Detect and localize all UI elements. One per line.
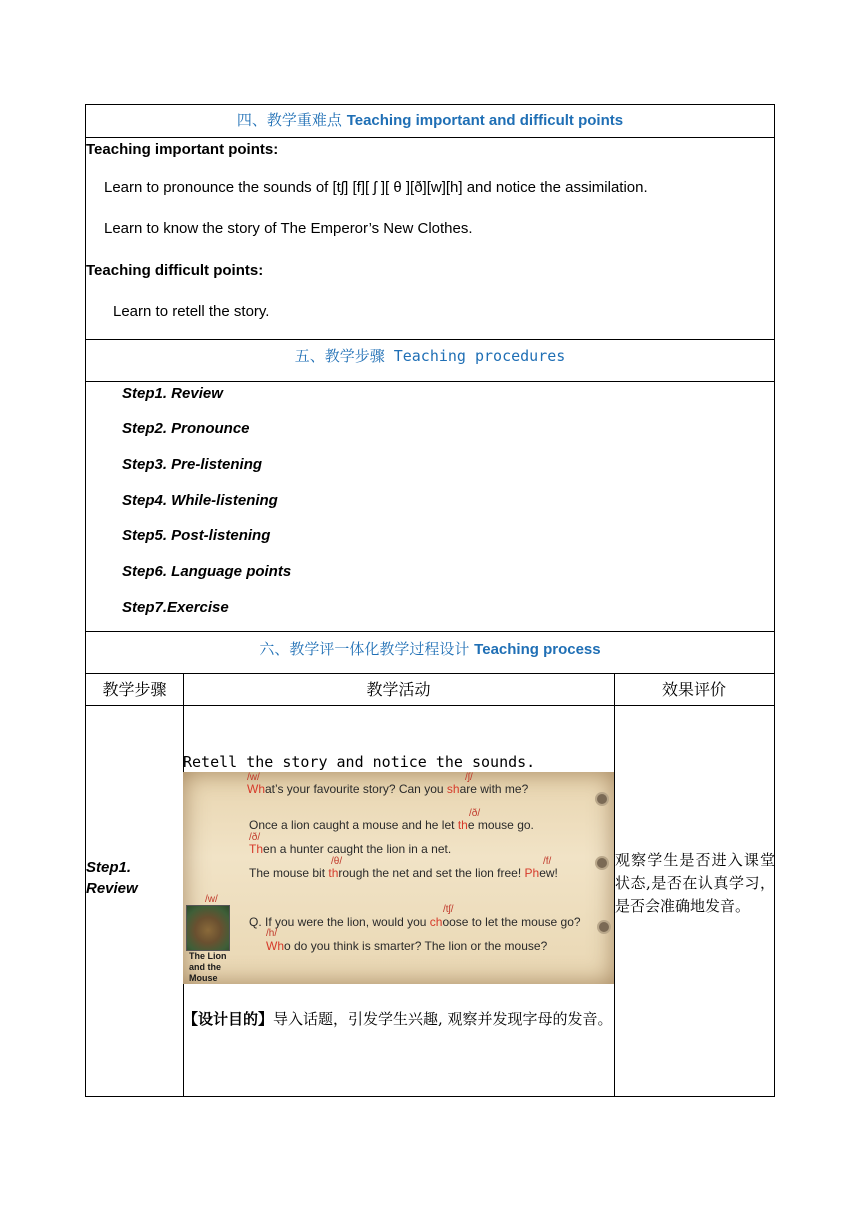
thumbnail-caption: The Lion xyxy=(189,951,227,961)
slide-line-2: Once a lion caught a mouse and he let the mouse go. xyxy=(249,818,534,832)
phonetic-label: /w/ xyxy=(247,772,260,783)
hook-icon xyxy=(595,856,609,870)
column-header-step: 教学步骤 xyxy=(102,680,167,699)
design-purpose-text: 导入话题，引发学生兴趣, 观察并发现字母的发音。 xyxy=(273,1010,613,1028)
phonetic-label: /h/ xyxy=(266,928,278,939)
row-step-label: Step1. Review xyxy=(86,859,138,897)
column-header-evaluation: 效果评价 xyxy=(661,680,726,699)
phonetic-label: /θ/ xyxy=(331,856,343,867)
step-item: Step7.Exercise xyxy=(122,599,229,616)
phonetic-label: /tʃ/ xyxy=(443,904,454,915)
section5-heading: 五、教学步骤 Teaching procedures xyxy=(294,347,566,365)
section4-heading: 四、教学重难点 Teaching important and difficult points xyxy=(236,111,624,129)
slide-line-5: Q. If you were the lion, would you choose to let the mouse go? xyxy=(249,915,581,929)
step-item: Step1. Review xyxy=(122,385,223,402)
difficult-points-label: Teaching difficult points: xyxy=(86,262,264,279)
important-point-1: Learn to pronounce the sounds of [tʃ] [f][ ʃ ][ θ ][ð][w][h] and notice the assimilation. xyxy=(104,179,648,196)
step-item: Step3. Pre-listening xyxy=(122,456,263,473)
phonetic-label: /ʃ/ xyxy=(465,772,473,783)
divider xyxy=(86,631,774,632)
divider xyxy=(86,673,774,674)
step-item: Step4. While-listening xyxy=(122,492,278,509)
divider xyxy=(86,339,774,340)
phonetic-label: /ð/ xyxy=(469,808,481,819)
important-point-2: Learn to know the story of The Emperor’s New Clothes. xyxy=(104,220,473,237)
phonetic-label: /w/ xyxy=(205,894,218,905)
step-item: Step6. Language points xyxy=(122,563,292,580)
slide-line-4: The mouse bit through the net and set the lion free! Phew! xyxy=(249,866,558,880)
design-purpose-label: 【设计目的】 xyxy=(183,1010,274,1028)
divider xyxy=(86,705,774,706)
difficult-point-1: Learn to retell the story. xyxy=(113,303,270,320)
story-slide-image xyxy=(183,772,614,984)
phonetic-label: /f/ xyxy=(543,856,552,867)
lion-mouse-thumbnail xyxy=(186,905,230,951)
section6-heading: 六、教学评一体化教学过程设计 Teaching process xyxy=(259,640,601,658)
evaluation-text: 观察学生是否进入课堂状态,是否在认真学习，是否会准确地发音。 xyxy=(615,851,775,915)
divider xyxy=(86,381,774,382)
slide-line-1: What’s your favourite story? Can you share with me? xyxy=(247,782,529,796)
step-item: Step2. Pronounce xyxy=(122,420,250,437)
activity-intro: Retell the story and notice the sounds. xyxy=(183,753,536,771)
thumbnail-caption: Mouse xyxy=(189,973,218,983)
slide-line-6: Who do you think is smarter? The lion or the mouse? xyxy=(266,939,548,953)
design-purpose xyxy=(183,1008,614,1031)
hook-icon xyxy=(595,792,609,806)
thumbnail-caption: and the xyxy=(189,962,222,972)
hook-icon xyxy=(597,920,611,934)
divider xyxy=(86,137,774,138)
slide-line-3: Then a hunter caught the lion in a net. xyxy=(249,842,452,856)
important-points-label: Teaching important points: xyxy=(86,141,279,158)
column-header-activity: 教学活动 xyxy=(366,680,431,699)
phonetic-label: /ð/ xyxy=(249,832,261,843)
step-item: Step5. Post-listening xyxy=(122,527,271,544)
